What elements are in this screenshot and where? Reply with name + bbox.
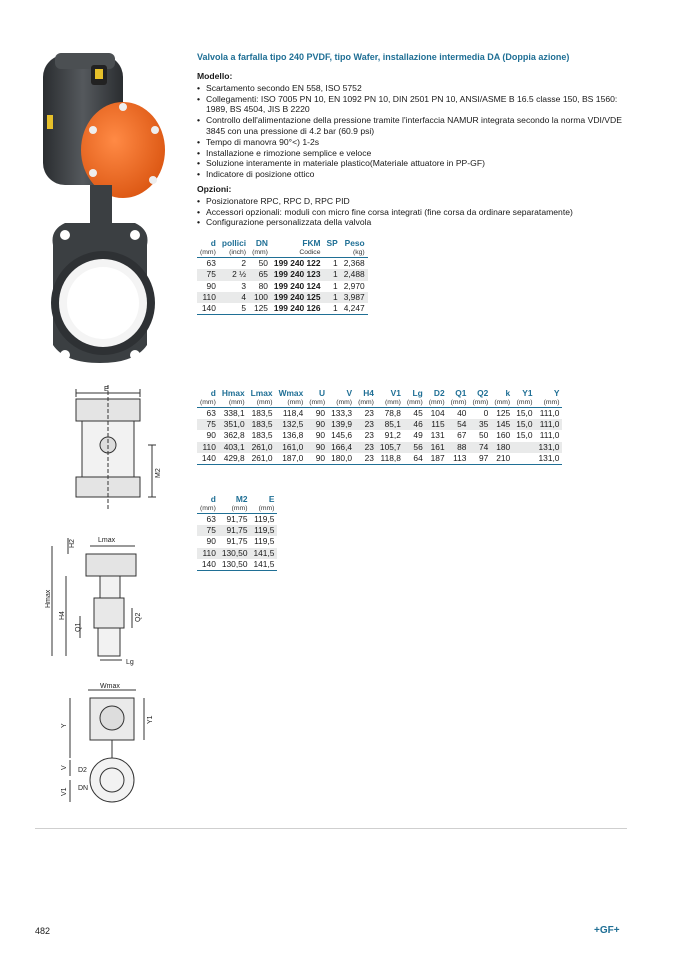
table-cell: 131,0 (536, 442, 563, 453)
table-cell: 90 (306, 419, 328, 430)
table-cell: 141,5 (250, 548, 277, 559)
table-cell: 15,0 (516, 408, 533, 418)
table-cell: 80 (258, 280, 268, 291)
table-cell: 35 (469, 419, 491, 430)
table-cell: 140 (197, 303, 219, 315)
table-cell: 4 (219, 292, 249, 303)
table-cell: 90 (206, 536, 216, 547)
dim-label-v1: V1 (61, 787, 68, 796)
table-cell: 403,1 (219, 442, 248, 453)
table-row (197, 536, 277, 547)
table-cell: 110 (197, 292, 219, 303)
column-unit: (mm) (513, 398, 535, 408)
table-row (197, 269, 368, 280)
table-cell: 56 (404, 442, 426, 453)
column-unit: Codice (271, 248, 324, 258)
column-unit: (kg) (341, 248, 368, 258)
column-unit: (mm) (491, 398, 513, 408)
column-unit: (mm) (219, 398, 248, 408)
list-item: • Controllo dell'alimentazione della pressione tramite l'interfaccia NAMUR integrata secondo la norma VDI/VDE 3845 con una pressione di 4.2 bar (60.9 psi) (206, 115, 627, 137)
table-cell: 2,488 (341, 269, 368, 280)
table-row (197, 303, 368, 315)
table-cell: 362,8 (223, 430, 245, 441)
table-row (197, 419, 562, 430)
dim-label-h4: H4 (59, 611, 66, 620)
table-units-row (197, 398, 562, 408)
modello-heading: Modello: (197, 71, 233, 81)
gf-logo: +GF+ (594, 925, 620, 936)
column-unit: (mm) (219, 504, 251, 514)
table-cell: 100 (249, 292, 271, 303)
column-unit: (mm) (328, 398, 355, 408)
order-codes-table (197, 238, 368, 315)
table-cell: 1 (324, 292, 341, 303)
table-cell: 187,0 (276, 453, 307, 465)
column-header: M2 (235, 494, 248, 504)
table-cell: 130,50 (219, 548, 251, 559)
table-cell: 160 (496, 430, 511, 441)
column-header: SP (326, 238, 338, 249)
table-cell: 91,2 (384, 430, 401, 441)
table-cell: 145,6 (331, 430, 353, 441)
table-cell: 88 (448, 442, 470, 453)
column-header: k (505, 388, 511, 398)
table-cell: 110 (197, 442, 219, 453)
column-header: V1 (390, 388, 401, 398)
column-header: U (319, 388, 326, 398)
table-header-row (197, 388, 562, 398)
table-cell: 75 (197, 525, 219, 536)
table-cell: 85,1 (377, 419, 404, 430)
table-cell: 90 (206, 280, 216, 291)
flange-dimensions-table (197, 494, 277, 571)
table-header-row (197, 238, 368, 248)
column-header: V (346, 388, 353, 398)
column-header: Q2 (477, 388, 489, 398)
table-cell: 261,0 (248, 453, 276, 465)
list-item: • Soluzione interamente in materiale plastico(Materiale attuatore in PP-GF) (206, 158, 627, 169)
table-cell: 145 (491, 419, 513, 430)
table-cell: 136,8 (282, 430, 304, 441)
table-cell: 351,0 (219, 419, 248, 430)
table-cell: 40 (457, 408, 467, 418)
dim-label-d2: D2 (78, 767, 87, 774)
column-header: Peso (344, 238, 365, 249)
column-header: d (210, 388, 216, 398)
table-cell: 141,5 (250, 559, 277, 571)
table-cell: 199 240 125 (271, 292, 324, 303)
table-cell: 1 (333, 280, 338, 291)
table-cell: 90 (315, 430, 326, 441)
table-cell: 90 (206, 430, 216, 441)
column-unit: (mm) (197, 248, 219, 258)
table-row (197, 281, 368, 292)
table-cell: 23 (355, 419, 377, 430)
column-unit: (mm) (249, 248, 271, 258)
column-unit: (mm) (426, 398, 448, 408)
table-cell: 97 (469, 453, 491, 465)
dim-label-hmax: Hmax (45, 589, 52, 608)
table-cell: 119,5 (254, 536, 275, 547)
list-item: • Scartamento secondo EN 558, ISO 5752 (206, 83, 627, 94)
table-cell: 49 (413, 430, 423, 441)
table-row (197, 430, 562, 441)
dim-label-y1: Y1 (147, 715, 154, 724)
table-cell: 1 (324, 303, 341, 315)
list-item: • Tempo di manovra 90°<) 1-2s (206, 137, 627, 148)
table-row (197, 292, 368, 303)
table-cell: 67 (457, 430, 467, 441)
table-cell: 183,5 (248, 419, 276, 430)
table-cell (513, 442, 535, 453)
page-title: Valvola a farfalla tipo 240 PVDF, tipo Wafer, installazione intermedia DA (Doppia azione) (197, 52, 570, 62)
table-cell: 125 (496, 408, 511, 418)
column-header: Y1 (522, 388, 533, 398)
column-header: pollici (221, 238, 247, 249)
column-header: d (210, 238, 216, 249)
table-cell: 119,5 (250, 525, 277, 536)
table-cell: 91,75 (219, 525, 251, 536)
table-cell: 23 (355, 442, 377, 453)
front-view-drawing (40, 385, 170, 515)
table-cell: 4,247 (341, 303, 368, 315)
column-unit: (mm) (448, 398, 470, 408)
table-row (197, 258, 368, 270)
column-unit (324, 248, 341, 258)
table-cell: 2,970 (343, 280, 365, 291)
table-cell: 23 (364, 430, 374, 441)
table-cell: 63 (206, 258, 216, 269)
table-row (197, 442, 562, 453)
dim-label-v: V (61, 765, 68, 770)
table-cell: 199 240 123 (271, 269, 324, 280)
table-cell: 180,0 (328, 453, 355, 465)
table-cell: 180 (491, 442, 513, 453)
table-cell: 63 (206, 514, 216, 524)
product-description (197, 52, 627, 315)
table-cell: 15,0 (513, 419, 535, 430)
table-cell: 74 (469, 442, 491, 453)
table-cell: 23 (355, 453, 377, 465)
table-cell: 1 (333, 258, 338, 269)
table-cell: 125 (249, 303, 271, 315)
table-cell: 104 (430, 408, 445, 418)
table-cell: 261,0 (248, 442, 276, 453)
footer-divider (35, 828, 627, 829)
table-units-row (197, 504, 277, 514)
table-cell: 139,9 (328, 419, 355, 430)
column-header: Wmax (278, 388, 304, 398)
dim-label-lmax: Lmax (98, 537, 116, 544)
column-unit: (mm) (250, 504, 277, 514)
table-row (197, 548, 277, 559)
column-header: FKM (302, 238, 321, 249)
column-header: Lmax (250, 388, 273, 398)
list-item: • Indicatore di posizione ottico (206, 169, 627, 180)
table-cell: 75 (197, 419, 219, 430)
table-cell: 187 (426, 453, 448, 465)
valve-product-image (35, 45, 180, 375)
column-header: E (268, 494, 275, 504)
table-cell: 105,7 (377, 442, 404, 453)
table-cell: 132,5 (276, 419, 307, 430)
column-unit: (mm) (469, 398, 491, 408)
column-unit: (mm) (197, 504, 219, 514)
list-item: • Accessori opzionali: moduli con micro fine corsa integrati (fine corsa da ordinare separatamente) (206, 207, 627, 218)
column-unit: (mm) (536, 398, 563, 408)
table-cell: 111,0 (539, 430, 560, 441)
modello-list (197, 83, 627, 180)
table-cell: 210 (491, 453, 513, 465)
table-cell: 54 (448, 419, 470, 430)
column-header: d (210, 494, 216, 504)
table-cell: 111,0 (536, 419, 563, 430)
column-unit: (inch) (219, 248, 249, 258)
table-cell: 183,5 (251, 430, 273, 441)
dim-label-dn: DN (78, 785, 89, 792)
column-header: Y (553, 388, 560, 398)
table-cell: 50 (258, 258, 268, 269)
table-row (197, 453, 562, 465)
table-cell: 23 (364, 408, 374, 418)
table-cell (513, 453, 535, 465)
table-cell: 91,75 (226, 514, 248, 524)
table-header-row (197, 494, 277, 504)
table-units-row (197, 248, 368, 258)
table-row (197, 408, 562, 420)
table-cell: 45 (413, 408, 423, 418)
table-cell: 5 (219, 303, 249, 315)
top-view-drawing (40, 680, 170, 810)
table-cell: 113 (448, 453, 470, 465)
column-header: Hmax (221, 388, 245, 398)
opzioni-heading: Opzioni: (197, 183, 232, 194)
table-cell: 65 (249, 269, 271, 280)
column-header: D2 (433, 388, 445, 398)
table-cell: 161 (426, 442, 448, 453)
table-cell: 111,0 (539, 408, 560, 418)
table-cell: 199 240 126 (271, 303, 324, 315)
dim-label-y: Y (61, 723, 68, 728)
table-cell: 429,8 (219, 453, 248, 465)
table-row (197, 514, 277, 526)
table-cell: 90 (315, 408, 326, 418)
table-cell: 199 240 124 (273, 280, 321, 291)
table-cell: 15,0 (516, 430, 533, 441)
table-cell: 0 (483, 408, 489, 418)
table-cell: 131 (430, 430, 445, 441)
table-cell: 140 (197, 559, 219, 571)
dimensions-table (197, 388, 562, 465)
column-unit: (mm) (248, 398, 276, 408)
page-number: 482 (35, 926, 51, 936)
table-cell: 2,368 (343, 258, 365, 269)
dim-label-m2: M2 (155, 468, 162, 478)
table-row (197, 559, 277, 571)
dim-label-q2: Q2 (135, 612, 142, 622)
list-item: • Posizionatore RPC, RPC D, RPC PID (206, 196, 627, 207)
table-cell: 140 (197, 453, 219, 465)
column-header: DN (255, 238, 268, 249)
table-cell: 3 (241, 280, 247, 291)
table-cell: 133,3 (331, 408, 353, 418)
opzioni-list (197, 196, 627, 228)
list-item: • Installazione e rimozione semplice e veloce (206, 148, 627, 159)
table-cell: 183,5 (251, 408, 273, 418)
column-unit: (mm) (377, 398, 404, 408)
table-cell: 3,987 (341, 292, 368, 303)
table-cell: 166,4 (328, 442, 355, 453)
table-cell: 2 ½ (219, 269, 249, 280)
table-cell: 131,0 (536, 453, 563, 465)
table-row (197, 525, 277, 536)
table-cell: 63 (206, 408, 216, 418)
table-cell: 130,50 (219, 559, 251, 571)
side-view-drawing (40, 528, 170, 668)
column-unit: (mm) (197, 398, 219, 408)
table-cell: 338,1 (223, 408, 245, 418)
table-cell: 119,5 (254, 514, 275, 524)
table-cell: 78,8 (384, 408, 401, 418)
table-cell: 115 (426, 419, 448, 430)
table-cell: 90 (306, 453, 328, 465)
column-unit: (mm) (306, 398, 328, 408)
column-header: H4 (363, 388, 374, 398)
column-unit: (mm) (404, 398, 426, 408)
dim-label-lg: Lg (126, 659, 134, 666)
dim-label-wmax: Wmax (100, 683, 120, 690)
list-item: • Configurazione personalizzata della valvola (206, 217, 627, 228)
column-unit: (mm) (355, 398, 377, 408)
table-cell: 75 (197, 269, 219, 280)
column-header: Lg (412, 388, 423, 398)
dim-label-h2: H2 (69, 539, 76, 548)
table-cell: 161,0 (276, 442, 307, 453)
table-cell: 2 (241, 258, 247, 269)
table-cell: 64 (404, 453, 426, 465)
table-cell: 46 (404, 419, 426, 430)
table-cell: 118,8 (377, 453, 404, 465)
table-cell: 91,75 (226, 536, 248, 547)
dim-label-e: E (104, 386, 109, 393)
table-cell: 90 (306, 442, 328, 453)
table-cell: 199 240 122 (273, 258, 321, 269)
column-header: Q1 (455, 388, 467, 398)
table-cell: 50 (479, 430, 489, 441)
table-cell: 1 (324, 269, 341, 280)
table-cell: 110 (197, 548, 219, 559)
list-item: • Collegamenti: ISO 7005 PN 10, EN 1092 PN 10, DIN 2501 PN 10, ANSI/ASME B 16.5 classe 150, BS 1560: 1989, BS 4504, JIS B 2220 (206, 94, 627, 116)
dim-label-q1: Q1 (75, 622, 82, 632)
column-unit: (mm) (276, 398, 307, 408)
table-cell: 118,4 (282, 408, 304, 418)
